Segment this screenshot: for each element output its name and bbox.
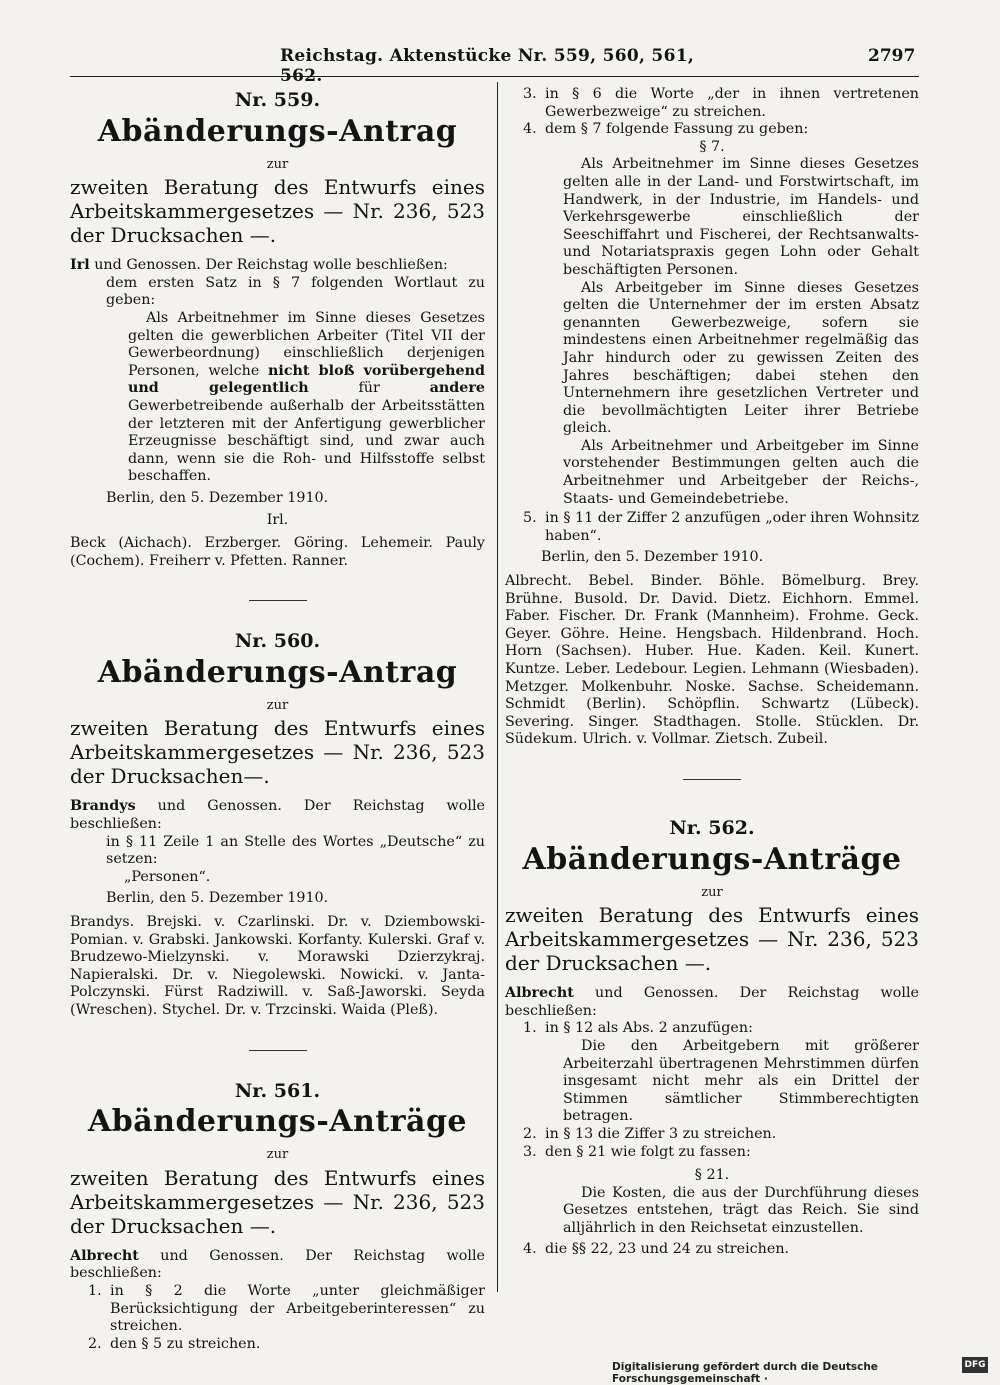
motion-intro xyxy=(70,257,485,275)
document-562 xyxy=(505,816,919,1259)
proposer-name: Albrecht xyxy=(70,1247,139,1264)
quoted-text xyxy=(70,310,485,486)
doc-title: Abänderungs-Antrag xyxy=(97,654,458,690)
signatures: Brandys. Brejski. v. Czarlinski. Dr. v. Dziembowski-Pomian. v. Grabski. Jankowski. Korfanty. Kulerski. Graf v. Brudzewo-Mielzynski. v. Morawski Dzierzykraj. Napieralski. Dr. v. Niegolewski. Nowicki. v. Janta-Polczynski. Fürst Radziwill. v. Saß-Jaworski. Seyda (Wreschen). Stychel. Dr. v. Trzcinski. Waida (Pleß). xyxy=(70,914,485,1018)
item-number: 3. xyxy=(523,86,537,102)
proposer-name: Irl xyxy=(70,257,90,274)
document-560 xyxy=(70,630,485,1019)
paragraph-heading: § 7. xyxy=(699,138,725,155)
doc-title: Abänderungs-Antrag xyxy=(97,113,458,149)
item-number: 2. xyxy=(88,1335,102,1352)
item-text: dem § 7 folgende Fassung zu geben: xyxy=(545,121,809,138)
item-number: 2. xyxy=(523,1125,537,1142)
quoted-paragraph: Als Arbeitnehmer und Arbeitgeber im Sinne vorstehender Bestimmungen gelten auch die Arbeitnehmer und Arbeitgeber der Reichs-, Staats- und Gemeindebetriebe. xyxy=(563,437,919,507)
running-header: Reichstag. Aktenstücke Nr. 559, 560, 561, 562. xyxy=(280,46,695,86)
item-text: in § 13 die Ziffer 3 zu streichen. xyxy=(545,1125,777,1142)
section-separator xyxy=(249,600,307,601)
motion-line: dem ersten Satz in § 7 folgenden Wortlaut zu geben: xyxy=(106,274,485,309)
proposer-name: Albrecht xyxy=(505,985,574,1002)
header-rule xyxy=(70,76,919,77)
dfg-logo: DFG xyxy=(962,1357,988,1373)
item-text: die §§ 22, 23 und 24 zu streichen. xyxy=(545,1241,790,1258)
document-561 xyxy=(70,1079,485,1354)
paragraph-heading: § 21. xyxy=(694,1167,730,1184)
quote-part: für xyxy=(308,380,430,397)
document-559 xyxy=(70,89,485,570)
doc-subtitle: zweiten Beratung des Entwurfs eines Arbeitskammergesetzes — Nr. 236, 523 der Drucksachen —. xyxy=(505,903,919,976)
item-text: in § 12 als Abs. 2 anzufügen: xyxy=(545,1020,753,1037)
signatures: Beck (Aichach). Erzberger. Göring. Lehemeir. Pauly (Cochem). Freiherr v. Pfetten. Ranner. xyxy=(70,535,485,569)
intro-text: und Genossen. Der Reichstag wolle beschließen: xyxy=(70,1247,485,1282)
list-item xyxy=(505,121,919,139)
motion-intro xyxy=(505,985,919,1020)
digitization-credit: Digitalisierung gefördert durch die Deutsche Forschungsgemeinschaft · xyxy=(612,1361,878,1385)
list-item xyxy=(505,1020,919,1038)
date-line: Berlin, den 5. Dezember 1910. xyxy=(106,890,329,907)
quote-part: Gewerbetreibende außerhalb der Arbeitsstätten der letzteren mit der Anfertigung gewerblicher Erzeugnisse beschäftigt sind, und zwar auch dann, wenn sie die Roh- und Hilfsstoffe selbst beschaffen. xyxy=(128,397,485,485)
intro-text: und Genossen. Der Reichstag wolle beschließen: xyxy=(70,798,485,833)
doc-title: Abänderungs-Anträge xyxy=(87,1104,468,1140)
document-561-continued xyxy=(505,86,919,749)
list-item xyxy=(505,1144,919,1162)
item-text: den § 21 wie folgt zu fassen: xyxy=(545,1143,751,1160)
quote-emphasis: nicht bloß vorübergehend und gelegentlich xyxy=(128,362,485,397)
doc-number: Nr. 560. xyxy=(234,630,321,653)
replacement-word: „Personen“. xyxy=(124,868,211,885)
item-number: 1. xyxy=(88,1282,102,1299)
motion-intro xyxy=(70,798,485,833)
page-number: 2797 xyxy=(868,46,916,66)
intro-text: und Genossen. Der Reichstag wolle beschließen: xyxy=(89,257,448,274)
quoted-paragraph: Als Arbeitgeber im Sinne dieses Gesetzes gelten die Unternehmer der im ersten Absatz genannten Gewerbezweige, sofern sie mindestens einen Arbeitnehmer regelmäßig das Jahr hindurch oder zu gewissen Zeiten des Jahres beschäftigen; dabei stehen den Unternehmern ihre gesetzlichen Vertreter und die bevollmächtigten Leiter ihrer Betriebe gleich. xyxy=(563,279,919,437)
quoted-paragraph: Als Arbeitnehmer im Sinne dieses Gesetzes gelten alle in der Land- und Forstwirtschaft, im Handwerk, in der Industrie, im Handels- und Verkehrsgewerbe einschließlich der Seeschiffahrt und Fischerei, der Rechtsanwalts- und Notariatspraxis gegen Lohn oder Gehalt beschäftigten Personen. xyxy=(563,156,919,278)
list-item xyxy=(70,1283,485,1336)
motion-line: in § 11 Zeile 1 an Stelle des Wortes „Deutsche“ zu setzen: xyxy=(106,833,485,868)
doc-subtitle: zweiten Beratung des Entwurfs eines Arbeitskammergesetzes — Nr. 236, 523 der Drucksachen —. xyxy=(70,1165,485,1238)
signer-name: Irl. xyxy=(266,511,289,528)
quoted-paragraph: Die den Arbeitgebern mit größerer Arbeiterzahl übertragenen Mehrstimmen dürfen insgesamt nicht mehr als ein Drittel der Stimmen sämtlicher Stimmberechtigten betragen. xyxy=(563,1037,919,1125)
doc-zur: zur xyxy=(266,697,289,713)
doc-number: Nr. 561. xyxy=(234,1079,321,1102)
doc-subtitle: zweiten Beratung des Entwurfs eines Arbeitskammergesetzes — Nr. 236, 523 der Drucksachen —. xyxy=(70,175,485,248)
right-column xyxy=(505,86,919,1259)
item-number: 1. xyxy=(523,1020,537,1037)
doc-number: Nr. 559. xyxy=(234,89,321,111)
doc-subtitle: zweiten Beratung des Entwurfs eines Arbeitskammergesetzes — Nr. 236, 523 der Drucksachen—. xyxy=(70,716,485,789)
list-item xyxy=(70,1336,485,1354)
quoted-paragraph: Die Kosten, die aus der Durchführung dieses Gesetzes entstehen, trägt das Reich. Sie sind alljährlich in den Reichsetat einzustellen. xyxy=(563,1184,919,1236)
proposer-name: Brandys xyxy=(70,798,136,815)
quote-part: Als Arbeitnehmer im Sinne dieses Gesetzes gelten die gewerblichen Arbeiter (Titel VII der Gewerbeordnung) einschließlich derjenigen Personen, welche xyxy=(128,309,485,379)
section-separator xyxy=(683,779,741,780)
doc-zur: zur xyxy=(701,884,723,900)
doc-zur: zur xyxy=(266,1147,289,1163)
list-item xyxy=(505,510,919,545)
date-line: Berlin, den 5. Dezember 1910. xyxy=(106,489,329,506)
quote-emphasis: andere xyxy=(429,380,485,397)
item-text: den § 5 zu streichen. xyxy=(110,1335,261,1352)
list-item xyxy=(505,86,919,121)
list-item xyxy=(505,1126,919,1144)
signatures: Albrecht. Bebel. Binder. Böhle. Bömelburg. Brey. Brühne. Busold. Dr. David. Dietz. Eichhorn. Emmel. Faber. Fischer. Dr. Frank (Mannheim). Frohme. Geck. Geyer. Göhre. Heine. Hengsbach. Hildenbrand. Hoch. Horn (Sachsen). Huber. Hue. Kaden. Keil. Kunert. Kuntze. Leber. Ledebour. Legien. Lehmann (Wiesbaden). Metzger. Molkenbuhr. Noske. Sachse. Scheidemann. Schmidt (Berlin). Schöpflin. Schwartz (Lübeck). Severing. Singer. Stadthagen. Stolle. Stücklen. Dr. Südekum. Ulrich. v. Vollmar. Zietsch. Zubeil. xyxy=(505,573,919,748)
item-number: 3. xyxy=(523,1143,537,1160)
doc-title: Abänderungs-Anträge xyxy=(522,841,902,877)
section-separator xyxy=(249,1050,307,1051)
item-number: 5. xyxy=(523,510,537,527)
column-divider xyxy=(497,82,498,1292)
item-number: 4. xyxy=(523,1241,537,1258)
left-column xyxy=(70,86,485,1353)
item-text: in § 6 die Worte „der in ihnen vertretenen Gewerbezweige“ zu streichen. xyxy=(545,86,919,120)
item-number: 4. xyxy=(523,121,537,138)
item-text: in § 11 der Ziffer 2 anzufügen „oder ihren Wohnsitz haben“. xyxy=(545,510,919,544)
motion-intro xyxy=(70,1248,485,1283)
item-text: in § 2 die Worte „unter gleichmäßiger Berücksichtigung der Arbeitgeberinteressen“ zu streichen. xyxy=(110,1282,485,1335)
list-item xyxy=(505,1241,919,1259)
doc-zur: zur xyxy=(266,156,289,172)
intro-text: und Genossen. Der Reichstag wolle beschließen: xyxy=(505,985,919,1019)
doc-number: Nr. 562. xyxy=(669,816,755,839)
date-line: Berlin, den 5. Dezember 1910. xyxy=(541,549,764,566)
